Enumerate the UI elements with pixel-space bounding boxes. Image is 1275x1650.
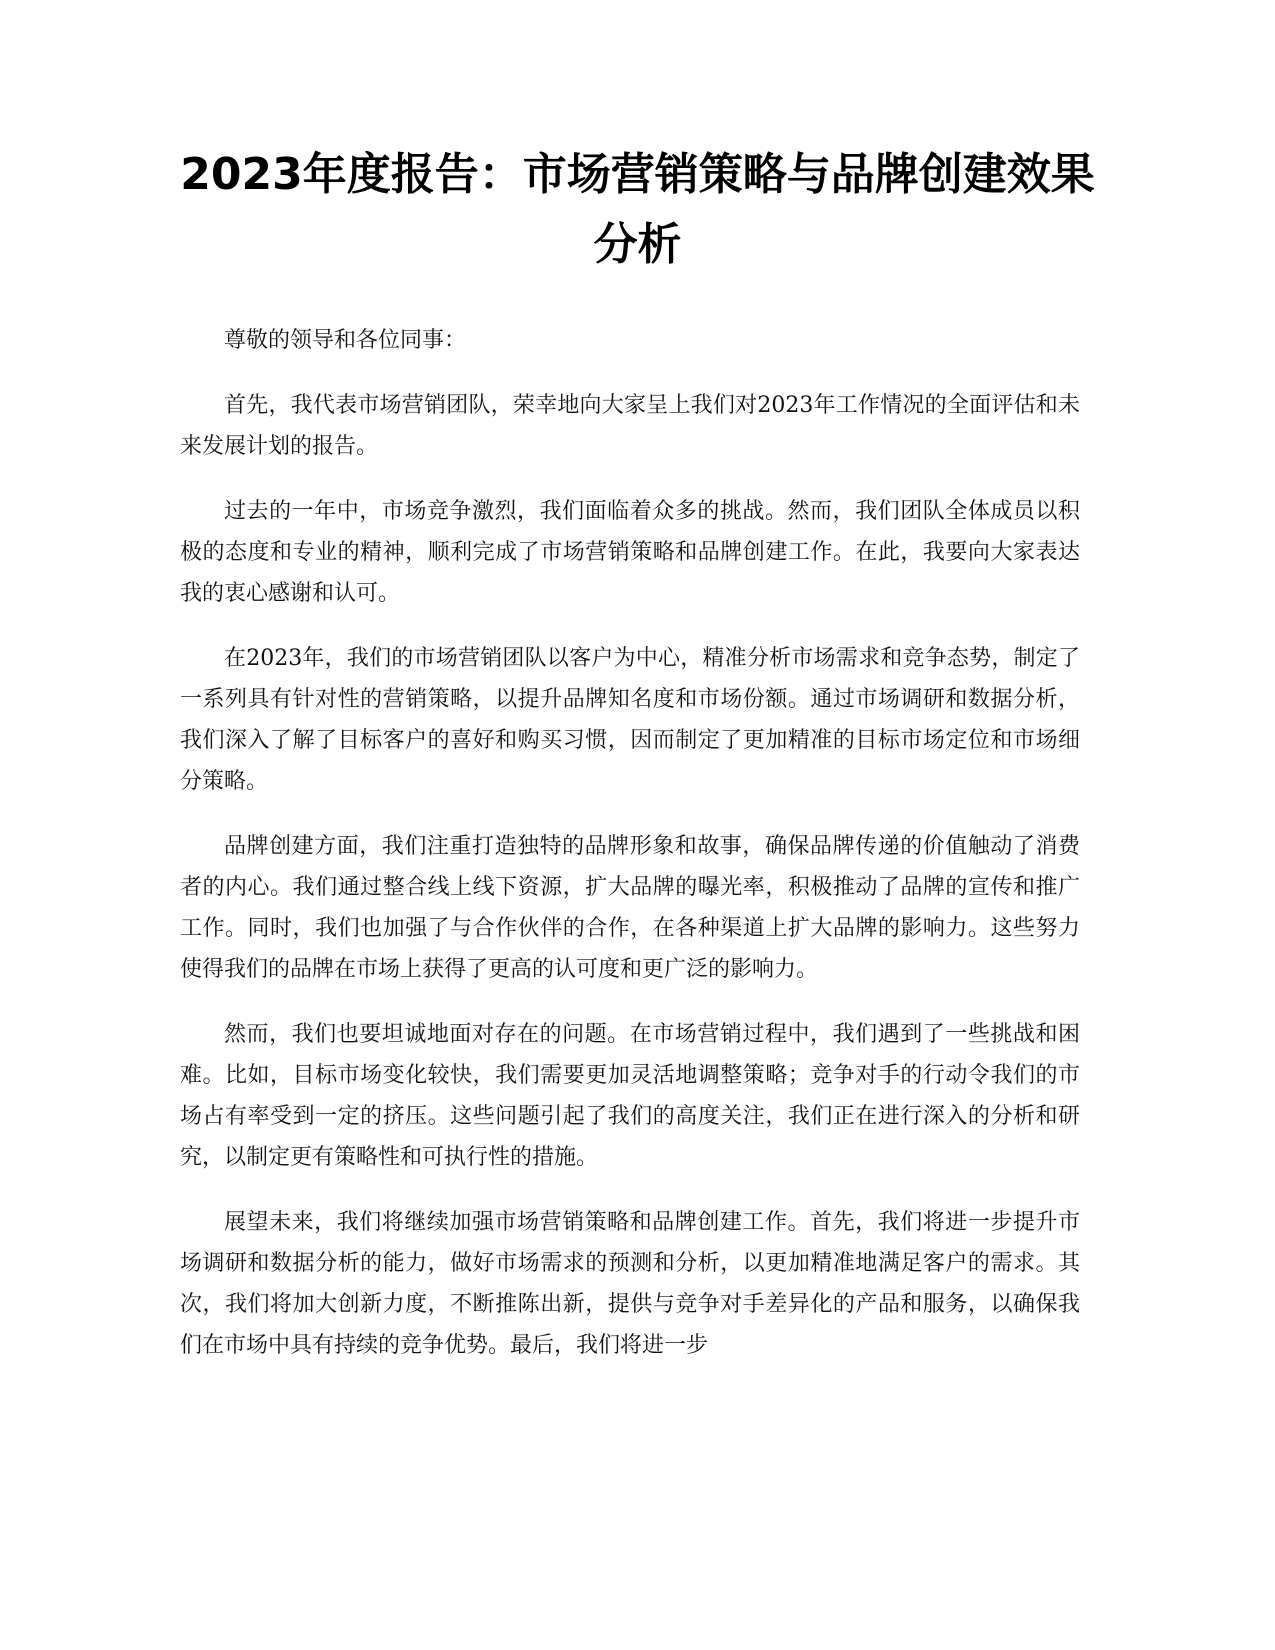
paragraph-problems: 然而，我们也要坦诚地面对存在的问题。在市场营销过程中，我们遇到了一些挑战和困难。比如，目标市场变化较快，我们需要更加灵活地调整策略；竞争对手的行动令我们的市场占有率受到一定的挤压。这些问题引起了我们的高度关注，我们正在进行深入的分析和研究，以制定更有策略性和可执行性的措施。 [180, 1022, 1080, 1170]
document-title: 2023年度报告：市场营销策略与品牌创建效果分析 [180, 149, 1095, 270]
paragraph-greeting: 尊敬的领导和各位同事： [224, 328, 467, 353]
paragraph-marketing-strategy: 在2023年，我们的市场营销团队以客户为中心，精准分析市场需求和竞争态势，制定了一系列具有针对性的营销策略，以提升品牌知名度和市场份额。通过市场调研和数据分析，我们深入了解了目标客户的喜好和购买习惯，因而制定了更加精准的目标市场定位和市场细分策略。 [180, 646, 1080, 794]
paragraph-challenges: 过去的一年中，市场竞争激烈，我们面临着众多的挑战。然而，我们团队全体成员以积极的态度和专业的精神，顺利完成了市场营销策略和品牌创建工作。在此，我要向大家表达我的衷心感谢和认可。 [180, 499, 1080, 606]
paragraph-intro: 首先，我代表市场营销团队，荣幸地向大家呈上我们对2023年工作情况的全面评估和未来发展计划的报告。 [180, 393, 1080, 459]
paragraph-outlook: 展望未来，我们将继续加强市场营销策略和品牌创建工作。首先，我们将进一步提升市场调研和数据分析的能力，做好市场需求的预测和分析，以更加精准地满足客户的需求。其次，我们将加大创新力度，不断推陈出新，提供与竞争对手差异化的产品和服务，以确保我们在市场中具有持续的竞争优势。最后，我们将进一步 [180, 1210, 1080, 1358]
document-body [180, 320, 1080, 1390]
paragraph-brand-building: 品牌创建方面，我们注重打造独特的品牌形象和故事，确保品牌传递的价值触动了消费者的内心。我们通过整合线上线下资源，扩大品牌的曝光率，积极推动了品牌的宣传和推广工作。同时，我们也加强了与合作伙伴的合作，在各种渠道上扩大品牌的影响力。这些努力使得我们的品牌在市场上获得了更高的认可度和更广泛的影响力。 [180, 834, 1080, 982]
